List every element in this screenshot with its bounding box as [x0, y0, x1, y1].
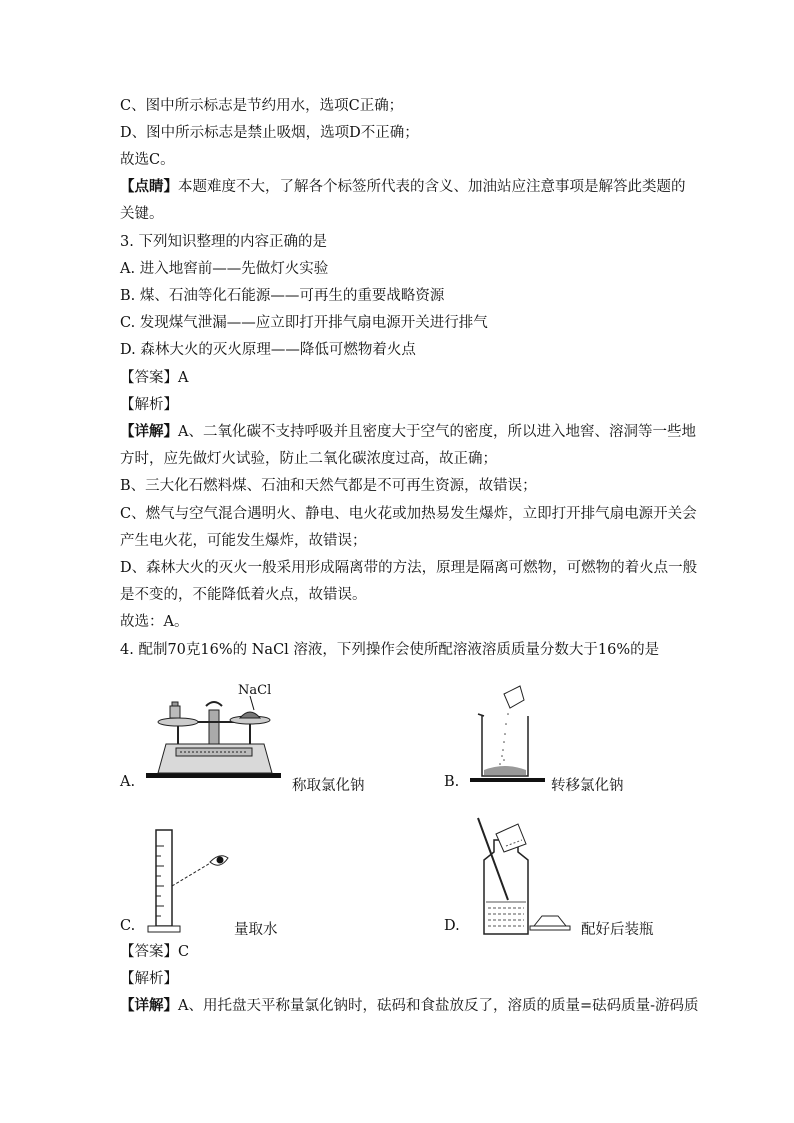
detail-text: A、用托盘天平称量氯化钠时，砝码和食盐放反了，溶质的质量=砝码质量-游码质 [178, 998, 699, 1014]
detail-line: 故选：A。 [120, 614, 189, 630]
question-3-option-c: C. 发现煤气泄漏——应立即打开排气扇电源开关进行排气 [120, 315, 488, 331]
option-b-caption: 转移氯化钠 [551, 778, 624, 794]
detail-line: D、森林大火的灭火一般采用形成隔离带的方法，原理是隔离可燃物，可燃物的着火点一般 [120, 560, 698, 576]
option-a-label: A. [120, 774, 136, 790]
analysis-3-heading: 【解析】 [120, 397, 178, 413]
question-3-title: 3. 下列知识整理的内容正确的是 [120, 234, 327, 250]
option-c-label: C. [120, 918, 136, 934]
remark-line [120, 177, 686, 197]
detail-line [120, 422, 696, 442]
question-3-option-a: A. 进入地窖前——先做灯火实验 [120, 261, 329, 277]
option-a-caption: 称取氯化钠 [292, 778, 365, 794]
nacl-reagent-label: NaCl [238, 683, 272, 698]
balance-figure [146, 676, 281, 786]
answer-4: 【答案】C [120, 944, 190, 960]
option-d-label: D. [444, 918, 460, 934]
text-line: 故选C。 [120, 152, 175, 168]
text-line: D、图中所示标志是禁止吸烟，选项D不正确； [120, 125, 419, 141]
detail-line: B、三大化石燃料煤、石油和天然气都是不可再生资源，故错误； [120, 478, 537, 494]
remark-tag: 【点睛】 [120, 178, 178, 195]
detail-line: 方时，应先做灯火试验，防止二氧化碳浓度过高，故正确； [120, 451, 497, 467]
option-b-label: B. [444, 774, 460, 790]
question-3-option-b: B. 煤、石油等化石能源——可再生的重要战略资源 [120, 288, 445, 304]
reagent-bottle-figure [470, 816, 575, 936]
question-3-option-d: D. 森林大火的灭火原理——降低可燃物着火点 [120, 342, 416, 358]
beaker-transfer-figure [470, 684, 560, 784]
option-c-caption: 量取水 [234, 922, 278, 938]
analysis-4-heading: 【解析】 [120, 971, 178, 987]
text-line: C、图中所示标志是节约用水，选项C正确； [120, 98, 404, 114]
text-line: 关键。 [120, 206, 164, 222]
detail-text: A、二氧化碳不支持呼吸并且密度大于空气的密度，所以进入地窖、溶洞等一些地 [178, 424, 696, 440]
answer-3: 【答案】A [120, 370, 189, 386]
detail-line: 是不变的，不能降低着火点，故错误。 [120, 587, 367, 603]
detail-line [120, 996, 699, 1016]
question-4-title: 4. 配制70克16%的 NaCl 溶液，下列操作会使所配溶液溶质质量分数大于16%的是 [120, 642, 660, 658]
option-d-caption: 配好后装瓶 [581, 922, 654, 938]
detail-line: 产生电火花，可能发生爆炸，故错误； [120, 533, 367, 549]
detail-tag: 【详解】 [120, 997, 178, 1014]
remark-text: 本题难度不大，了解各个标签所代表的含义、加油站应注意事项是解答此类题的 [178, 179, 686, 195]
graduated-cylinder-figure [148, 826, 238, 936]
detail-line: C、燃气与空气混合遇明火、静电、电火花或加热易发生爆炸，立即打开排气扇电源开关会 [120, 506, 697, 522]
detail-tag: 【详解】 [120, 423, 178, 440]
